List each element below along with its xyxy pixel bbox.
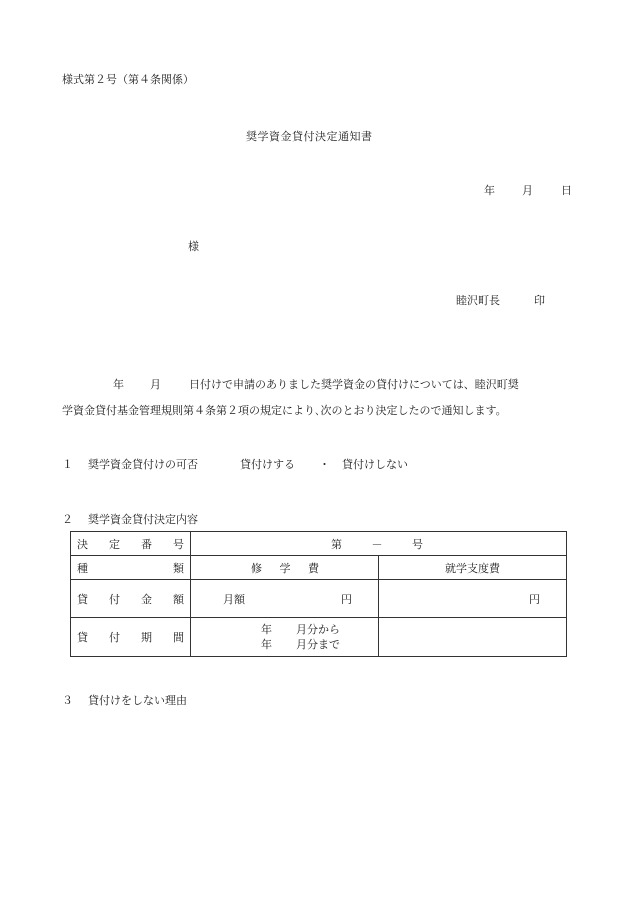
- loan-period-empty-cell: [379, 618, 567, 657]
- tuition-header: [191, 556, 379, 580]
- preparation-header: 就学支度費: [379, 556, 567, 580]
- date-day: 日: [561, 184, 572, 197]
- issuer-name: 睦沢町長: [456, 294, 500, 307]
- option-lend: 貸付けする: [240, 458, 295, 471]
- type-label: [71, 556, 191, 580]
- seal-mark: 印: [534, 294, 545, 307]
- label-char: 種: [77, 561, 88, 575]
- period-to-year: 年: [261, 638, 272, 651]
- section-3-number: ３: [62, 694, 73, 707]
- form-number: 様式第２号（第４条関係）: [62, 73, 194, 86]
- table-row: [71, 532, 567, 556]
- section-2-number: ２: [62, 513, 73, 526]
- option-separator: ・: [319, 458, 330, 471]
- date-year: 年: [484, 184, 495, 197]
- preparation-yen-unit: 円: [529, 592, 540, 606]
- label-char: 期: [141, 631, 152, 644]
- body-line2: 学資金貸付基金管理規則第４条第２項の規定により､次のとおり決定したので通知します。: [62, 404, 507, 417]
- monthly-amount-prefix: 月額: [223, 592, 245, 606]
- header-char: 学: [279, 561, 291, 575]
- period-from-year: 年: [261, 623, 272, 636]
- body-month: 月: [150, 378, 161, 391]
- label-char: 金: [141, 592, 152, 606]
- value-char: －: [371, 537, 383, 551]
- date-month: 月: [522, 184, 533, 197]
- label-char: 間: [173, 631, 184, 644]
- section-1-label: 奨学資金貸付けの可否: [88, 458, 198, 471]
- loan-period-cell: [191, 618, 379, 657]
- value-char: 号: [412, 537, 423, 551]
- body-year: 年: [113, 378, 124, 391]
- header-char: 費: [308, 561, 319, 575]
- addressee-suffix: 様: [188, 240, 199, 253]
- period-to: [261, 637, 378, 652]
- preparation-amount-cell: [379, 580, 567, 618]
- label-char: 決: [77, 537, 88, 551]
- period-to-text: 月分まで: [296, 638, 340, 651]
- label-char: 号: [173, 537, 184, 551]
- period-from: [261, 622, 378, 637]
- label-char: 類: [173, 561, 184, 575]
- section-1-number: １: [62, 458, 73, 471]
- decision-table: [70, 531, 567, 657]
- body-line1: 日付けで申請のありました奨学資金の貸付けについては、睦沢町奨: [189, 378, 519, 391]
- period-from-text: 月分から: [296, 623, 340, 636]
- header-char: 修: [251, 561, 262, 575]
- section-2-label: 奨学資金貸付決定内容: [88, 513, 198, 526]
- loan-period-label: [71, 618, 191, 657]
- label-char: 番: [141, 537, 152, 551]
- section-3-label: 貸付けをしない理由: [88, 694, 187, 707]
- decision-number-label: [71, 532, 191, 556]
- tuition-yen-unit: 円: [341, 592, 352, 606]
- table-row: [71, 580, 567, 618]
- table-row: [71, 556, 567, 580]
- label-char: 付: [109, 592, 120, 606]
- label-char: 貸: [77, 592, 88, 606]
- decision-number-value: [191, 532, 567, 556]
- label-char: 額: [173, 592, 184, 606]
- option-no-lend: 貸付けしない: [342, 458, 408, 471]
- loan-amount-label: [71, 580, 191, 618]
- value-char: 第: [331, 537, 342, 551]
- tuition-amount-cell: [191, 580, 379, 618]
- label-char: 定: [109, 537, 120, 551]
- document-title: 奨学資金貸付決定通知書: [246, 130, 373, 143]
- table-row: [71, 618, 567, 657]
- label-char: 付: [109, 631, 120, 644]
- label-char: 貸: [77, 631, 88, 644]
